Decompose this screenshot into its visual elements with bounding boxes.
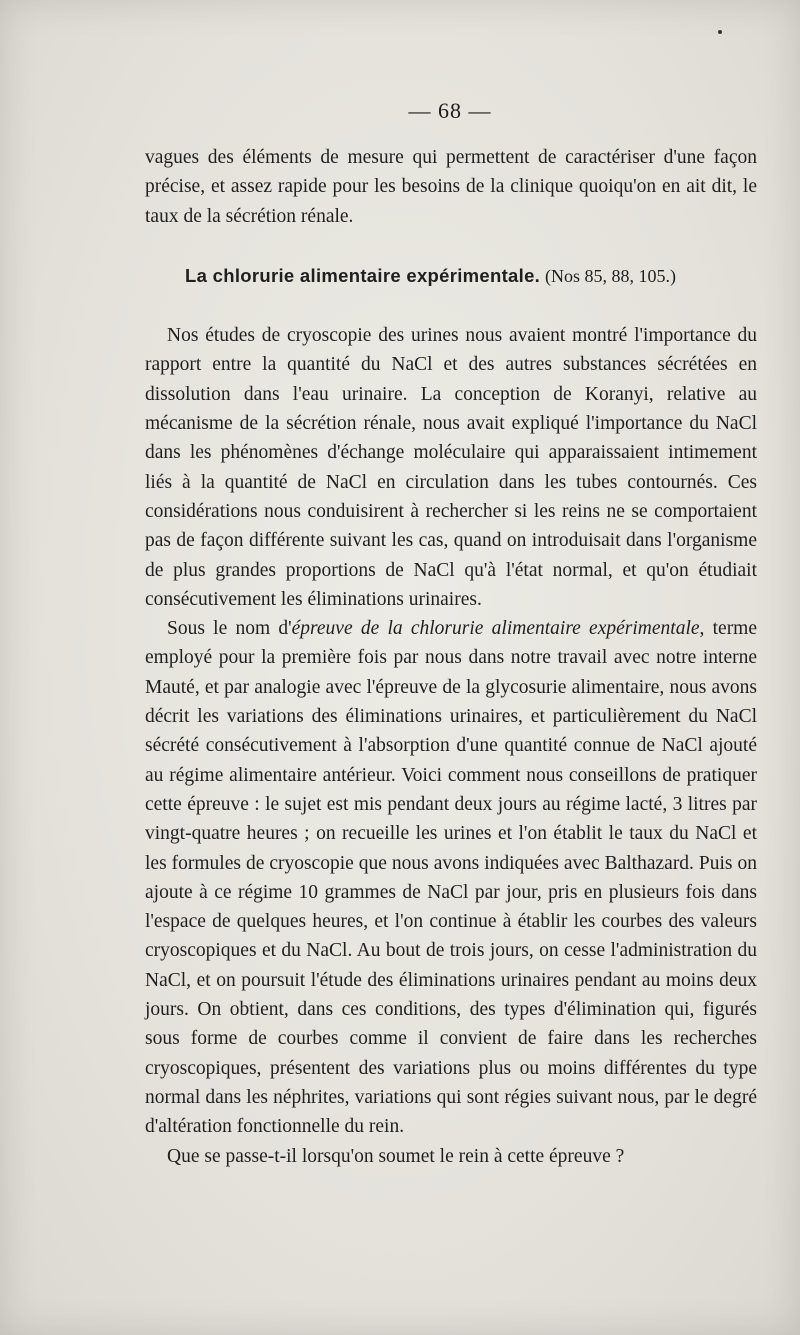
intro-paragraph: vagues des éléments de mesure qui permettent de caractériser d'une façon précise, et assez rapide pour les besoins de la clinique quoiqu'on en ait dit, le taux de la sécrétion rénale. [145,147,757,227]
page-number: — 68 — [408,98,492,123]
body-paragraph-3: Que se passe-t-il lorsqu'on soumet le rein à cette épreuve ? [167,1145,625,1167]
body-paragraph-2-start: Sous le nom d' [167,618,292,640]
section-heading [145,261,757,291]
section-heading-reference: (Nos 85, 88, 105.) [545,265,676,286]
page-body [145,143,757,1171]
section-heading-title: La chlorurie alimentaire expérimentale. [185,264,541,286]
italic-term: épreuve de la chlorurie alimentaire expérimentale [291,618,700,640]
body-paragraph-2-rest: , terme employé pour la première fois par nous dans notre travail avec notre interne Mauté, et par analogie avec l'épreuve de la glycosurie alimentaire, nous avons décrit les variations des éliminations urinaires, et particulièrement du NaCl sécrété consécutivement à l'absorption d'une quantité connue de NaCl ajouté au régime alimentaire antérieur. Voici comment nous conseillons de pratiquer cette épreuve : le sujet est mis pendant deux jours au régime lacté, 3 litres par vingt-quatre heures ; on recueille les urines et l'on établit le taux du NaCl et les formules de cryoscopie que nous avons indiquées avec Balthazard. Puis on ajoute à ce régime 10 grammes de NaCl par jour, pris en plusieurs fois dans l'espace de quelques heures, et l'on continue à établir les courbes des valeurs cryoscopiques et du NaCl. Au bout de trois jours, on cesse l'administration du NaCl, et on poursuit l'étude des éliminations urinaires pendant au moins deux jours. On obtient, dans ces conditions, des types d'élimination qui, figurés sous forme de courbes comme il convient de faire dans les recherches cryoscopiques, présentent des variations plus ou moins différentes du type normal dans les néphrites, variations qui sont régies suivant nous, par le degré d'altération fonctionnelle du rein. [145,618,758,1138]
ink-speck [718,30,722,34]
body-paragraph-1: Nos études de cryoscopie des urines nous avaient montré l'importance du rapport entre la quantité du NaCl et des autres substances sécrétées en dissolution dans l'eau urinaire. La conception de Koranyi, relative au mécanisme de la sécrétion rénale, nous avait expliqué l'importance du NaCl dans les phénomènes d'échange moléculaire qui apparaissaient intimement liés à la quantité de NaCl en circulation dans les tubes contournés. Ces considérations nous conduisirent à rechercher si les reins ne se comportaient pas de façon différente suivant les cas, quand on introduisait dans l'organisme de plus grandes proportions de NaCl qu'à l'état normal, et qu'on étudiait consécutivement les éliminations urinaires. [145,325,757,610]
body-paragraph-2 [145,614,757,1141]
